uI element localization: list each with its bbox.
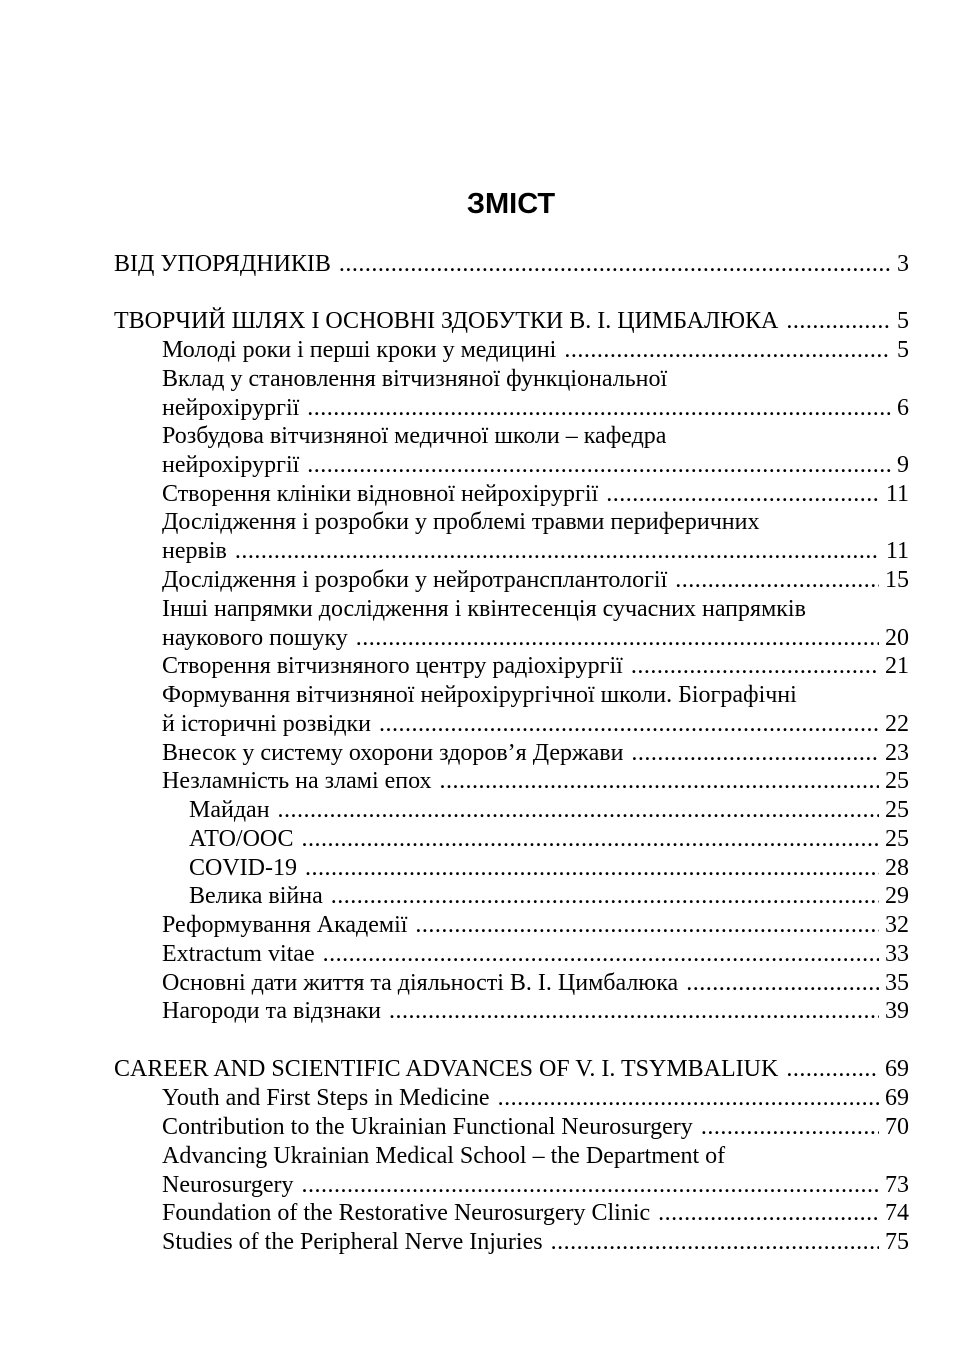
toc-subentry[interactable] bbox=[189, 825, 909, 854]
toc-entry-text: Молоді роки і перші кроки у медицині bbox=[162, 337, 557, 363]
toc-entry-text: Створення клініки відновної нейрохірургії bbox=[162, 481, 599, 507]
toc-entry-text: Studies of the Peripheral Nerve Injuries bbox=[162, 1229, 543, 1255]
toc-page-number: 75 bbox=[885, 1229, 909, 1255]
leader-dots bbox=[564, 336, 891, 365]
toc-entry-introduction[interactable] bbox=[114, 250, 909, 279]
leader-dots bbox=[302, 1171, 879, 1200]
leader-dots bbox=[302, 825, 879, 854]
toc-page-number: 11 bbox=[885, 537, 909, 564]
toc-entry-text-line1: Інші напрямки дослідження і квінтесенція сучасних напрямків bbox=[162, 596, 806, 622]
toc-page-number: 6 bbox=[897, 394, 909, 421]
toc-entry-text: Велика війна bbox=[189, 883, 323, 909]
leader-dots bbox=[278, 796, 879, 825]
toc-entry-text: Contribution to the Ukrainian Functional Neurosurgery bbox=[162, 1114, 693, 1140]
leader-dots bbox=[331, 882, 879, 911]
toc-entry-text: Youth and First Steps in Medicine bbox=[162, 1085, 490, 1111]
toc-entry-text-line1: Формування вітчизняної нейрохірургічної школи. Біографічні bbox=[162, 682, 797, 708]
toc-entry[interactable] bbox=[162, 997, 909, 1026]
toc-page-number: 33 bbox=[885, 941, 909, 967]
leader-dots bbox=[675, 566, 879, 595]
toc-page-number: 5 bbox=[897, 308, 909, 334]
toc-page-number: 74 bbox=[885, 1200, 909, 1226]
toc-page-number: 5 bbox=[897, 337, 909, 363]
leader-dots bbox=[307, 394, 891, 423]
toc-page-number: 39 bbox=[885, 998, 909, 1024]
leader-dots bbox=[551, 1228, 879, 1257]
toc-entry[interactable] bbox=[162, 739, 909, 768]
toc-subentry[interactable] bbox=[189, 854, 909, 883]
toc-page-number: 25 bbox=[885, 797, 909, 823]
leader-dots bbox=[786, 1055, 879, 1084]
toc-entry[interactable] bbox=[162, 1199, 909, 1228]
leader-dots bbox=[440, 767, 879, 796]
leader-dots bbox=[631, 739, 879, 768]
toc-page-number: 23 bbox=[885, 740, 909, 766]
toc-entry-text: Основні дати життя та діяльності В. І. Цимбалюка bbox=[162, 970, 679, 996]
leader-dots bbox=[307, 451, 891, 480]
toc-subentry[interactable] bbox=[189, 796, 909, 825]
toc-page-number: 15 bbox=[885, 567, 909, 593]
toc-entry-text: Реформування Академії bbox=[162, 912, 408, 938]
toc-entry-text: CAREER AND SCIENTIFIC ADVANCES OF V. I. TSYMBALIUK bbox=[114, 1056, 779, 1082]
toc-entry[interactable] bbox=[162, 1084, 909, 1113]
leader-dots bbox=[498, 1084, 879, 1113]
leader-dots bbox=[658, 1199, 879, 1228]
toc-entry[interactable] bbox=[162, 422, 909, 480]
toc-entry-text-line1: Дослідження і розробки у проблемі травми периферичних bbox=[162, 509, 760, 535]
toc-page-number: 70 bbox=[885, 1114, 909, 1140]
toc-entry[interactable] bbox=[162, 595, 909, 653]
toc-page-number: 22 bbox=[885, 710, 909, 737]
toc-entry-text: Neurosurgery bbox=[162, 1171, 294, 1198]
toc-entry-text-line1: Advancing Ukrainian Medical School – the Department of bbox=[162, 1143, 726, 1169]
toc-entry-text-line1: Розбудова вітчизняної медичної школи – кафедра bbox=[162, 423, 667, 449]
toc-page-number: 25 bbox=[885, 826, 909, 852]
toc-entry[interactable] bbox=[162, 365, 909, 423]
leader-dots bbox=[379, 710, 879, 739]
toc-entry-text: й історичні розвідки bbox=[162, 710, 371, 737]
toc-entry-text: Майдан bbox=[189, 797, 270, 823]
leader-dots bbox=[323, 940, 879, 969]
toc-entry-text: COVID-19 bbox=[189, 855, 297, 881]
toc-page-number: 69 bbox=[885, 1085, 909, 1111]
toc-entry[interactable] bbox=[162, 969, 909, 998]
leader-dots bbox=[701, 1113, 879, 1142]
toc-title: ЗМІСТ bbox=[466, 188, 556, 220]
leader-dots bbox=[389, 997, 879, 1026]
toc-entry-text: Нагороди та відзнаки bbox=[162, 998, 382, 1024]
toc-entry[interactable] bbox=[162, 911, 909, 940]
toc-page-number: 20 bbox=[885, 624, 909, 651]
toc-page-number: 28 bbox=[885, 855, 909, 881]
toc-entry-text: Незламність на зламі епох bbox=[162, 768, 432, 794]
toc-entry[interactable] bbox=[162, 652, 909, 681]
toc-entry-text: Foundation of the Restorative Neurosurgery Clinic bbox=[162, 1200, 651, 1226]
toc-entry[interactable] bbox=[162, 1142, 909, 1200]
toc-page-number: 11 bbox=[885, 481, 909, 507]
toc-page-number: 25 bbox=[885, 768, 909, 794]
leader-dots bbox=[356, 624, 879, 653]
toc-entry[interactable] bbox=[162, 566, 909, 595]
toc-entry-text: Дослідження і розробки у нейротрансплантології bbox=[162, 567, 668, 593]
toc-page-number: 3 bbox=[897, 251, 909, 277]
toc-page-number: 29 bbox=[885, 883, 909, 909]
toc-entry-text: Створення вітчизняного центру радіохірургії bbox=[162, 653, 623, 679]
toc-entry[interactable] bbox=[162, 767, 909, 796]
toc-entry-text: наукового пошуку bbox=[162, 624, 348, 651]
toc-entry-text: Внесок у систему охорони здоров’я Держави bbox=[162, 740, 624, 766]
leader-dots bbox=[305, 854, 879, 883]
toc-entry-text: АТО/ООС bbox=[189, 826, 294, 852]
toc-entry-text-line1: Вклад у становлення вітчизняної функціональної bbox=[162, 366, 668, 392]
toc-entry-text: нейрохірургії bbox=[162, 394, 300, 421]
leader-dots bbox=[339, 250, 891, 279]
leader-dots bbox=[606, 480, 880, 509]
leader-dots bbox=[235, 537, 880, 566]
toc-page-number: 9 bbox=[897, 451, 909, 478]
toc-page-number: 69 bbox=[885, 1056, 909, 1082]
toc-entry[interactable] bbox=[162, 508, 909, 566]
toc-entry-text: нейрохірургії bbox=[162, 451, 300, 478]
toc-entry[interactable] bbox=[162, 1113, 909, 1142]
toc-page-number: 32 bbox=[885, 912, 909, 938]
toc-entry-text: ВІД УПОРЯДНИКІВ bbox=[114, 251, 331, 277]
toc-entry[interactable] bbox=[162, 336, 909, 365]
toc-section-ukrainian[interactable] bbox=[114, 307, 909, 336]
toc-page-number: 35 bbox=[885, 970, 909, 996]
toc-section-english[interactable] bbox=[114, 1055, 909, 1084]
toc-entry[interactable] bbox=[162, 681, 909, 739]
toc-entry-text: ТВОРЧИЙ ШЛЯХ І ОСНОВНІ ЗДОБУТКИ В. І. ЦИМБАЛЮКА bbox=[114, 308, 779, 334]
toc-page-number: 21 bbox=[885, 653, 909, 679]
toc-page-number: 73 bbox=[885, 1171, 909, 1198]
toc-entry[interactable] bbox=[162, 480, 909, 509]
toc-entry-text: нервів bbox=[162, 537, 227, 564]
leader-dots bbox=[686, 969, 879, 998]
toc-subentry[interactable] bbox=[189, 882, 909, 911]
leader-dots bbox=[415, 911, 879, 940]
toc-entry-text: Extractum vitae bbox=[162, 941, 315, 967]
leader-dots bbox=[786, 307, 891, 336]
toc-entry[interactable] bbox=[162, 940, 909, 969]
toc-entry[interactable] bbox=[162, 1228, 909, 1257]
leader-dots bbox=[631, 652, 879, 681]
